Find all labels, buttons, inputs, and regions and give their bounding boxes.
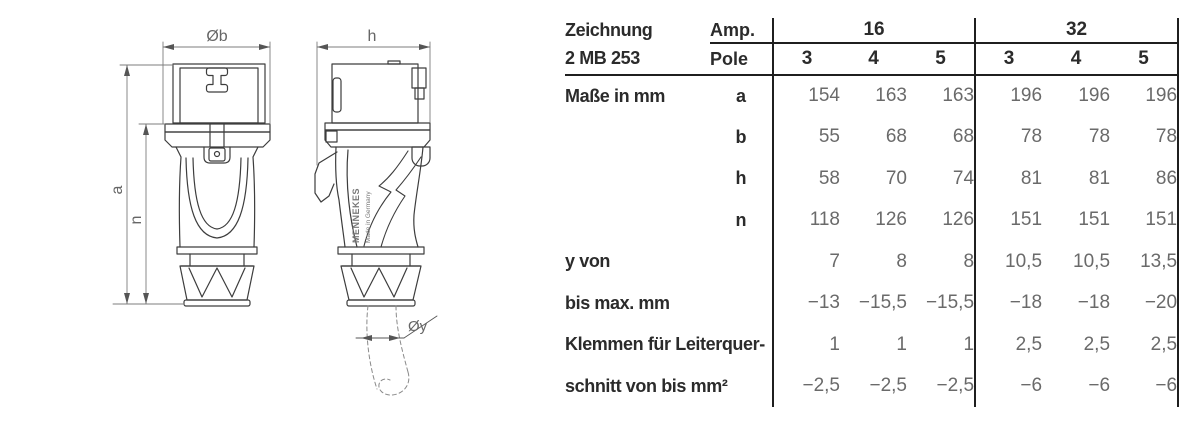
value-cell: 163	[907, 75, 975, 117]
spec-table	[565, 18, 1179, 407]
row-label	[565, 117, 710, 159]
value-cell: 13,5	[1110, 241, 1178, 283]
plug-cap-side	[332, 61, 426, 123]
value-cell: 10,5	[1073, 250, 1111, 272]
dimension-n	[128, 124, 165, 304]
dim-label-b: Øb	[206, 28, 228, 45]
cable-gland-side	[341, 266, 421, 306]
row-label: y von	[565, 241, 773, 283]
value-cell: 154	[808, 85, 840, 107]
table-row	[565, 324, 1178, 366]
grip-body-side	[336, 147, 423, 247]
value-cell: −6	[1110, 366, 1178, 408]
pole-col: 5	[907, 43, 975, 75]
row-label	[565, 158, 710, 200]
collar-side	[325, 123, 430, 166]
value-cell: −2,5	[907, 366, 975, 408]
table-row	[565, 366, 1178, 408]
value-cell: −15,5	[858, 292, 907, 314]
value-cell: 1	[896, 333, 907, 355]
row-sublabel: n	[710, 200, 773, 242]
value-cell: 81	[1088, 167, 1111, 189]
drawing-ref-number: 2 MB 253	[565, 43, 710, 75]
value-cell: 68	[907, 117, 975, 159]
row-label: bis max. mm	[565, 283, 773, 325]
row-label: Maße in mm	[565, 85, 666, 106]
lightning-bolt-icon	[364, 151, 421, 247]
pole-col: 5	[1110, 43, 1178, 75]
drawing-ref-title: Zeichnung	[565, 20, 653, 40]
cable-dashed	[367, 306, 409, 395]
value-cell: 86	[1110, 158, 1178, 200]
value-cell: 2,5	[1083, 333, 1111, 355]
value-cell: −6	[1088, 375, 1111, 397]
value-cell: 10,5	[1005, 250, 1043, 272]
table-header-row-amp	[565, 18, 1178, 43]
dim-label-y: Øy	[408, 318, 428, 335]
table-header-row-pole	[565, 43, 1178, 75]
pole-col: 4	[1042, 43, 1110, 75]
table-row	[565, 283, 1178, 325]
table-row	[565, 75, 1178, 117]
value-cell: 8	[896, 250, 907, 272]
value-cell: 1	[829, 333, 840, 355]
row-label: schnitt von bis mm²	[565, 366, 773, 408]
dim-label-a: a	[109, 185, 126, 195]
value-cell: 55	[818, 126, 840, 148]
value-cell: 2,5	[1015, 333, 1043, 355]
value-cell: 163	[875, 85, 907, 107]
front-view	[165, 64, 270, 306]
value-cell: 1	[907, 324, 975, 366]
value-cell: 196	[1078, 85, 1111, 107]
value-cell: 70	[885, 167, 907, 189]
keyway-slot-icon	[207, 68, 228, 92]
row-sublabel: b	[710, 117, 773, 159]
value-cell: −2,5	[802, 375, 840, 397]
amp-group-16: 16	[773, 18, 975, 43]
table-row	[565, 200, 1178, 242]
value-cell: 151	[1110, 200, 1178, 242]
pole-col: 4	[840, 43, 907, 75]
row-label: Klemmen für Leiterquer-	[565, 324, 773, 366]
value-cell: 78	[1088, 126, 1111, 148]
dimension-b	[163, 28, 270, 124]
plug-cap-front	[173, 64, 265, 123]
value-cell: −18	[1009, 292, 1043, 314]
value-cell: 8	[907, 241, 975, 283]
value-cell: 196	[1010, 85, 1043, 107]
value-cell: 78	[1110, 117, 1178, 159]
value-cell: 58	[818, 167, 840, 189]
value-cell: 7	[829, 250, 840, 272]
dimension-h	[317, 28, 430, 165]
table-row	[565, 158, 1178, 200]
pole-col: 3	[773, 43, 840, 75]
table-row	[565, 241, 1178, 283]
value-cell: −20	[1110, 283, 1178, 325]
value-cell: 68	[885, 126, 907, 148]
row-sublabel: h	[710, 158, 773, 200]
value-cell: 2,5	[1110, 324, 1178, 366]
side-view	[315, 61, 430, 306]
value-cell: −13	[807, 292, 840, 314]
value-cell: 74	[907, 158, 975, 200]
value-cell: −18	[1077, 292, 1111, 314]
locking-clip-front	[204, 147, 230, 163]
collar-front	[165, 124, 270, 147]
dim-label-n: n	[128, 215, 145, 225]
mounting-hook	[315, 152, 337, 202]
value-cell: −15,5	[907, 283, 975, 325]
pole-header: Pole	[710, 43, 773, 75]
value-cell: 78	[1020, 126, 1043, 148]
grip-body-front	[176, 147, 258, 247]
bottom-flange-front	[177, 247, 257, 266]
value-cell: 81	[1020, 167, 1043, 189]
amp-header: Amp.	[710, 18, 773, 43]
made-in-text: Made in Germany	[365, 191, 372, 243]
value-cell: 126	[875, 209, 907, 231]
row-label	[565, 200, 710, 242]
value-cell: −6	[1020, 375, 1043, 397]
value-cell: 151	[1010, 209, 1043, 231]
value-cell: 118	[809, 209, 840, 231]
value-cell: −2,5	[869, 375, 907, 397]
row-sublabel: a	[710, 75, 773, 117]
cable-gland-front	[180, 266, 254, 306]
plug-technical-drawing	[0, 0, 560, 427]
pole-col: 3	[975, 43, 1042, 75]
bottom-flange-side	[338, 247, 424, 266]
table-row	[565, 117, 1178, 159]
value-cell: 196	[1110, 75, 1178, 117]
value-cell: 151	[1078, 209, 1111, 231]
dim-label-h: h	[367, 28, 377, 45]
value-cell: 126	[907, 200, 975, 242]
amp-group-32: 32	[975, 18, 1178, 43]
brand-text: MENNEKES	[351, 187, 361, 243]
